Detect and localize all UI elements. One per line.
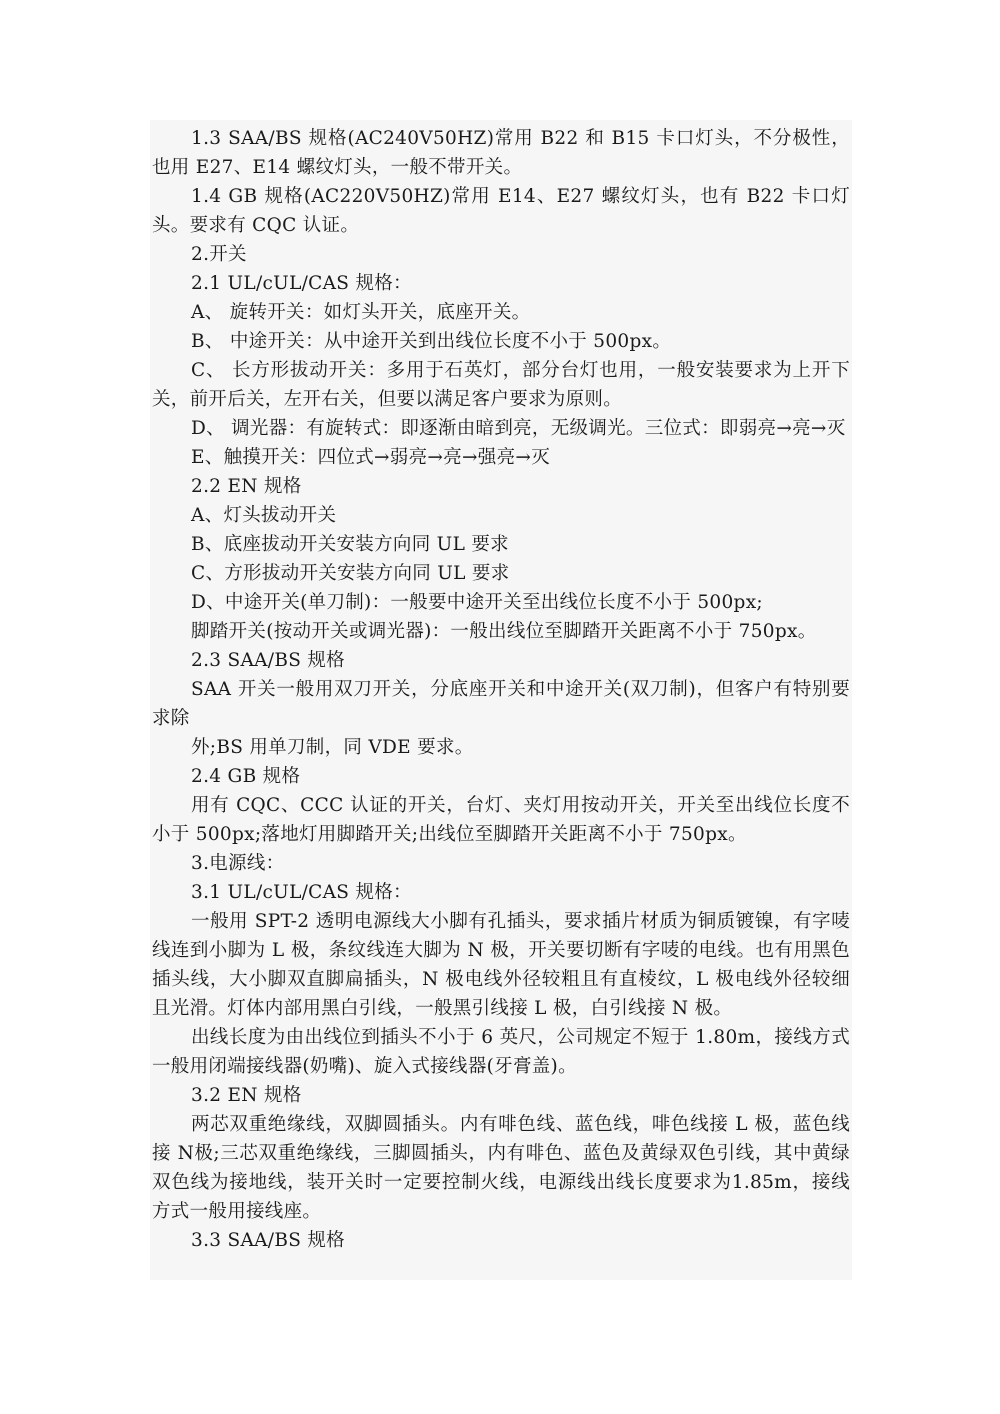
heading-2-1-ul: 2.1 UL/cUL/CAS 规格： xyxy=(191,273,412,294)
item-a-socket-switch: A、灯头拔动开关 xyxy=(191,505,337,526)
paragraph-ul-cord: 一般用 SPT-2 透明电源线大小脚有孔插头，要求插片材质为铜质镀镍，有字唛线连到小脚为 L 极，条纹线连大脚为 N 极，开关要切断有字唛的电线。也有用黑色插头线，大小脚双直脚扁插头，N 极电线外径较粗且有直棱纹，L 极电线外径较细且光滑。灯体内部用黑白引线，一般黑引线接 L 极，白引线接 N 极。 xyxy=(152,911,850,1019)
heading-3-3-saa-bs: 3.3 SAA/BS 规格 xyxy=(191,1230,345,1251)
item-b-inline-switch: B、 中途开关：从中途开关到出线位长度不小于 500px。 xyxy=(191,331,672,352)
paragraph-en-cord: 两芯双重绝缘线，双脚圆插头。内有啡色线、蓝色线，啡色线接 L 极，蓝色线接 N极;三芯双重绝缘线，三脚圆插头，内有啡色、蓝色及黄绿双色引线，其中黄绿双色线为接地线，装开关时一定要控制火线，电源线出线长度要求为1.85m，接线方式一般用接线座。 xyxy=(152,1114,850,1222)
heading-2-switch: 2.开关 xyxy=(191,244,247,265)
item-a-rotary-switch: A、 旋转开关：如灯头开关，底座开关。 xyxy=(191,302,531,323)
paragraph-1-4-gb: 1.4 GB 规格(AC220V50HZ)常用 E14、E27 螺纹灯头，也有 B22 卡口灯头。要求有 CQC 认证。 xyxy=(152,186,850,236)
heading-2-2-en: 2.2 EN 规格 xyxy=(191,476,302,497)
heading-2-4-gb: 2.4 GB 规格 xyxy=(191,766,301,787)
paragraph-cord-length: 出线长度为由出线位到插头不小于 6 英尺，公司规定不短于 1.80m，接线方式一般用闭端接线器(奶嘴)、旋入式接线器(牙膏盖)。 xyxy=(152,1027,850,1077)
item-d-inline-single-pole: D、中途开关(单刀制)：一般要中途开关至出线位长度不小于 500px; xyxy=(191,592,763,613)
heading-3-2-en: 3.2 EN 规格 xyxy=(191,1085,302,1106)
heading-3-1-ul: 3.1 UL/cUL/CAS 规格： xyxy=(191,882,412,903)
item-e-touch-switch: E、触摸开关：四位式→弱亮→亮→强亮→灭 xyxy=(191,447,551,468)
paragraph-gb-switch: 用有 CQC、CCC 认证的开关，台灯、夹灯用按动开关，开关至出线位长度不小于 500px;落地灯用脚踏开关;出线位至脚踏开关距离不小于 750px。 xyxy=(152,795,850,845)
paragraph-saa-switch: SAA 开关一般用双刀开关，分底座开关和中途开关(双刀制)，但客户有特别要求除 xyxy=(152,679,850,729)
item-d-dimmer: D、 调光器：有旋转式：即逐渐由暗到亮，无级调光。三位式：即弱亮→亮→灭 xyxy=(191,418,846,439)
heading-2-3-saa-bs: 2.3 SAA/BS 规格 xyxy=(191,650,345,671)
paragraph-1-3-saa-bs: 1.3 SAA/BS 规格(AC240V50HZ)常用 B22 和 B15 卡口灯头，不分极性，也用 E27、E14 螺纹灯头，一般不带开关。 xyxy=(152,128,850,178)
heading-3-power-cord: 3.电源线： xyxy=(191,853,285,874)
item-b-base-switch: B、底座拔动开关安装方向同 UL 要求 xyxy=(191,534,509,555)
document-body xyxy=(152,124,850,1255)
item-foot-switch: 脚踏开关(按动开关或调光器)：一般出线位至脚踏开关距离不小于 750px。 xyxy=(191,621,817,642)
paragraph-saa-switch-cont: 外;BS 用单刀制，同 VDE 要求。 xyxy=(191,737,474,758)
item-c-rocker-switch: C、 长方形拔动开关：多用于石英灯，部分台灯也用，一般安装要求为上开下关，前开后关，左开右关，但要以满足客户要求为原则。 xyxy=(152,360,850,410)
item-c-square-switch: C、方形拔动开关安装方向同 UL 要求 xyxy=(191,563,510,584)
